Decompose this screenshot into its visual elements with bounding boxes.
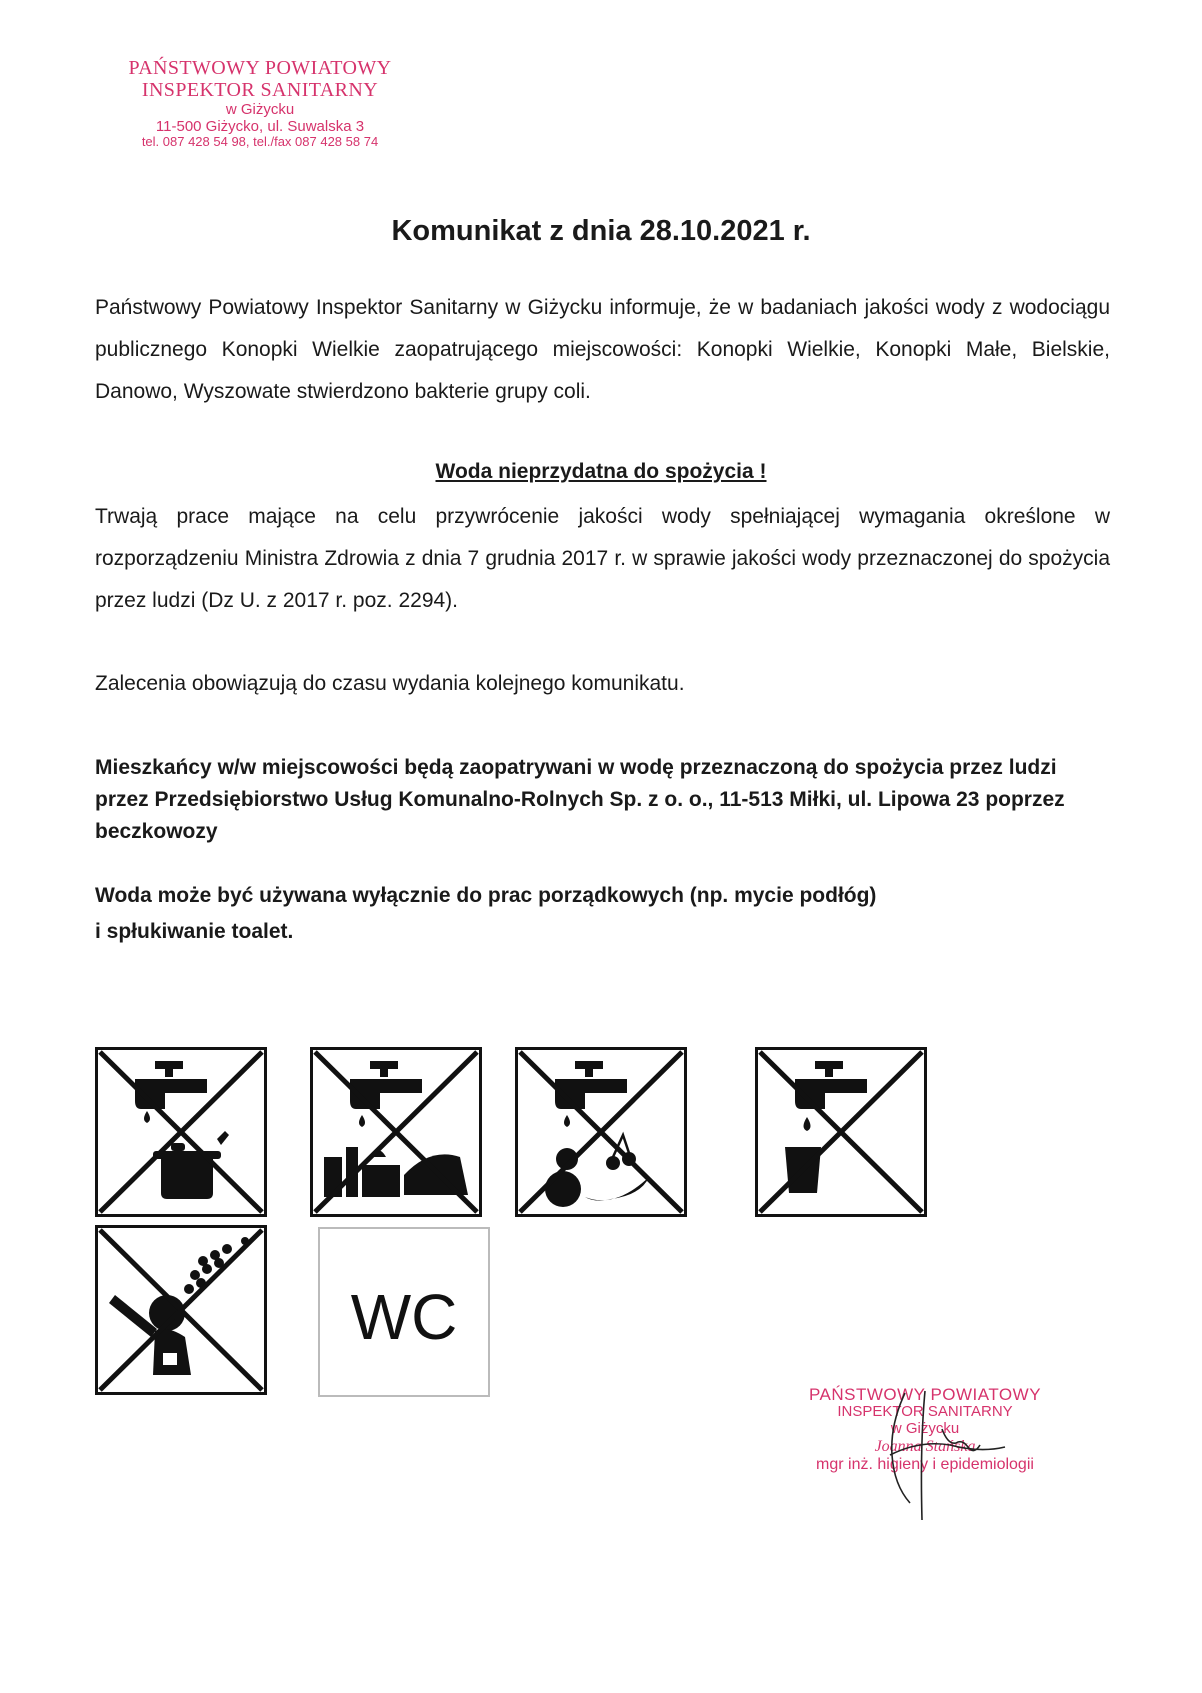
stamp-line-phone: tel. 087 428 54 98, tel./fax 087 428 58 74 <box>141 134 379 150</box>
no-cooking-icon <box>95 1047 267 1217</box>
no-showering-icon <box>95 1225 267 1395</box>
wc-label: WC <box>350 1281 458 1353</box>
stamp-bottom-inspector: INSPEKTOR SANITARNY <box>837 1403 1013 1421</box>
stamp-bottom-institution: PAŃSTWOWY POWIATOWY <box>808 1385 1042 1404</box>
stamp-line-inspector: INSPEKTOR SANITARNY <box>141 79 379 102</box>
paragraph-works: Trwają prace mające na celu przywrócenie jakości wody spełniającej wymagania określone w rozporządzeniu Ministra Zdrowia z dnia 7 grudnia 2017 r. w sprawie jakości wody przeznaczonej do spożycia przez ludzi (Dz U. z 2017 r. poz. 2294). <box>95 505 1110 612</box>
no-dishwashing-icon <box>310 1047 482 1217</box>
warning-heading: Woda nieprzydatna do spożycia ! <box>435 460 767 483</box>
paragraph-usage-line2: i spłukiwanie toalet. <box>95 920 294 943</box>
no-drinking-icon <box>755 1047 927 1217</box>
paragraph-announcement: Państwowy Powiatowy Inspektor Sanitarny w Giżycku informuje, że w badaniach jakości wody z wodociągu publicznego Konopki Wielkie zaopatrującego miejscowości: Konopki Wielkie, Konopki Małe, Bielskie, Danowo, Wyszowate stwierdzono bakterie grupy coli. <box>95 296 1110 403</box>
paragraph-water-supply: Mieszkańcy w/w miejscowości będą zaopatrywani w wodę przeznaczoną do spożycia przez ludzi przez Przedsiębiorstwo Usług Komunalno-Rolnych Sp. z o. o., 11-513 Miłki, ul. Lipowa 23 poprzez beczkowozy <box>95 756 1065 843</box>
handwritten-signature <box>830 1385 1010 1525</box>
stamp-line-address: 11-500 Giżycko, ul. Suwalska 3 <box>155 117 365 135</box>
issuer-stamp <box>110 57 410 150</box>
stamp-line-institution: PAŃSTWOWY POWIATOWY <box>128 57 392 79</box>
paragraph-validity: Zalecenia obowiązują do czasu wydania kolejnego komunikatu. <box>95 672 685 695</box>
stamp-line-city: w Giżycku <box>225 100 295 118</box>
stamp-bottom-name: Joanna Stańska <box>874 1437 976 1455</box>
wc-icon <box>318 1227 490 1397</box>
stamp-bottom-title: mgr inż. higieny i epidemiologii <box>816 1455 1034 1473</box>
stamp-bottom-city: w Giżycku <box>890 1419 960 1437</box>
page-title: Komunikat z dnia 28.10.2021 r. <box>391 215 811 247</box>
no-washing-fruit-icon <box>515 1047 687 1217</box>
paragraph-usage-line1: Woda może być używana wyłącznie do prac porządkowych (np. mycie podłóg) <box>95 884 877 907</box>
